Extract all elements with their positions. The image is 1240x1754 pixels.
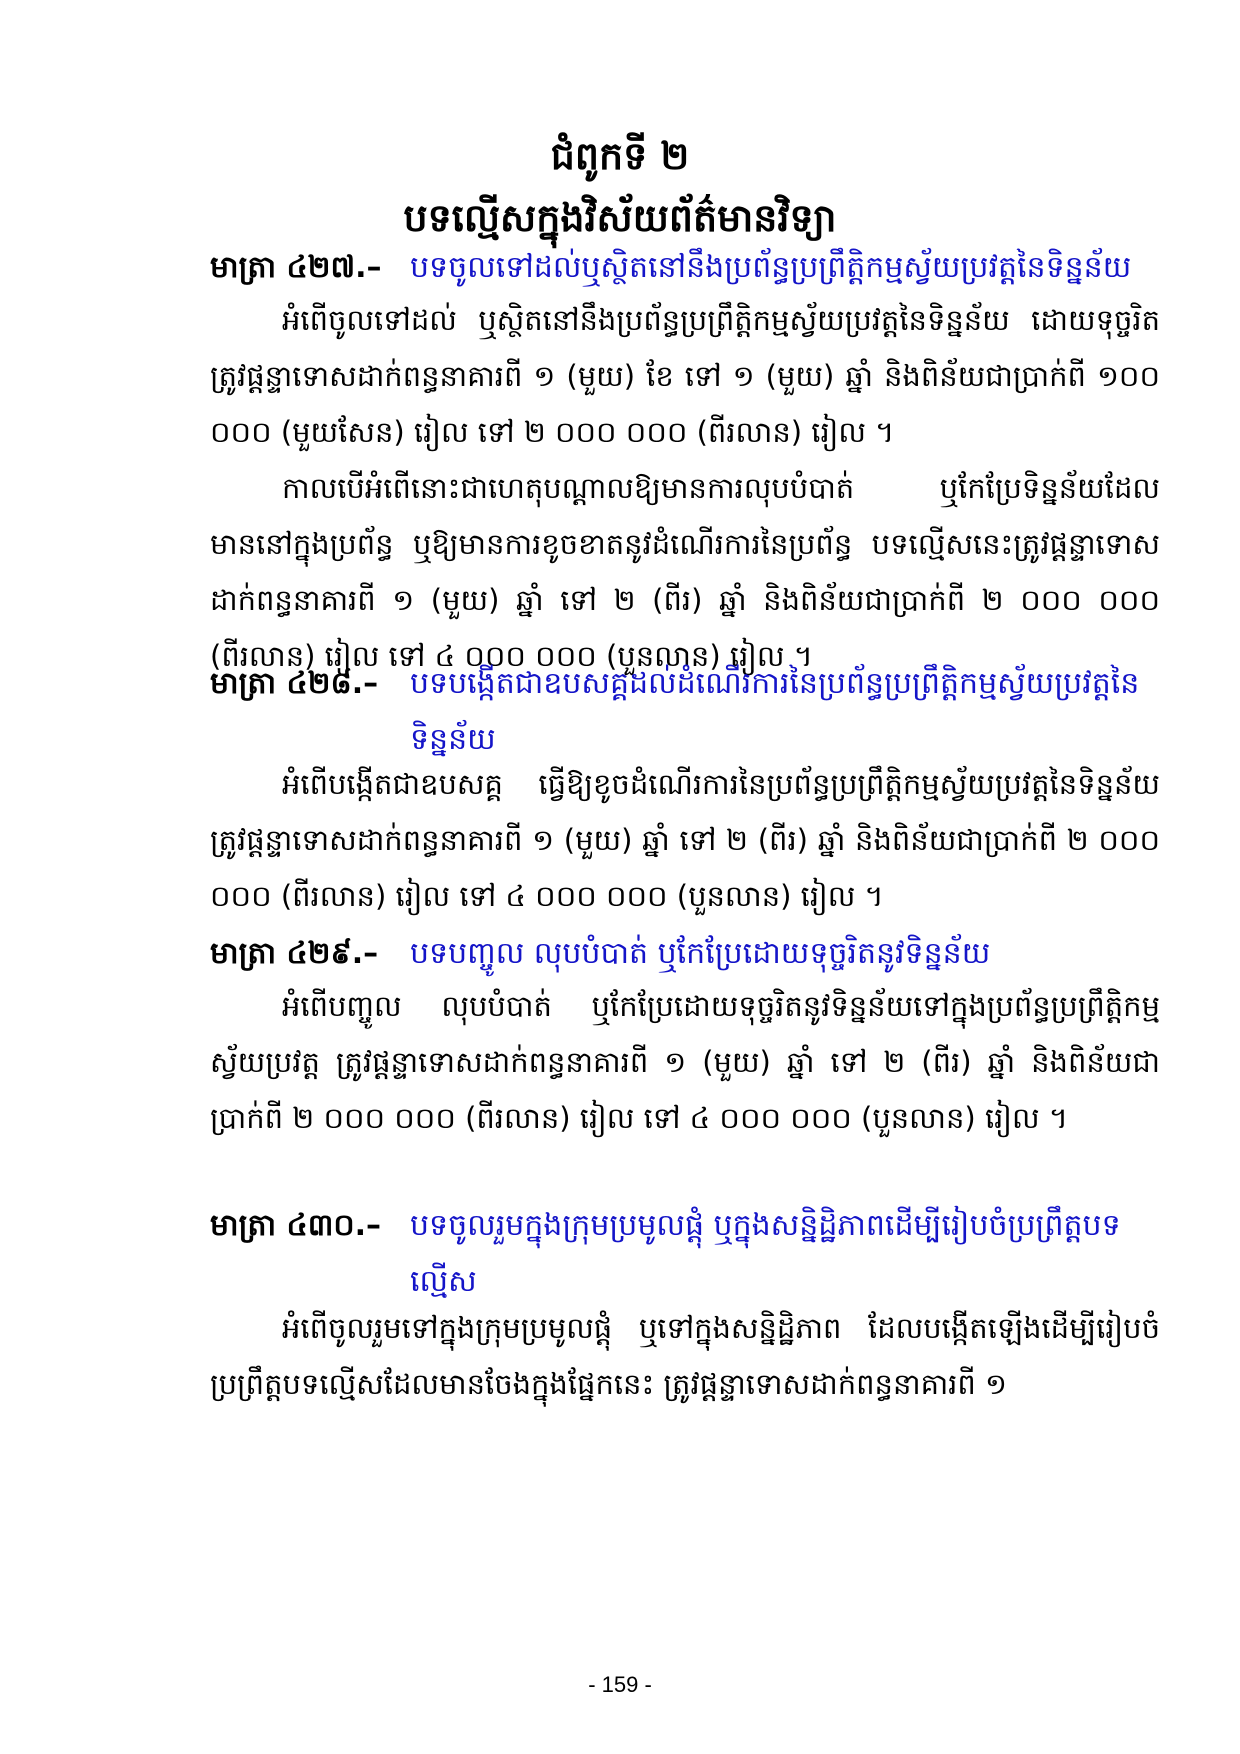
article-430-body xyxy=(210,1300,1160,1412)
paragraph: អំពើចូលទៅដល់ ឬស្ថិតនៅនឹងប្រព័ន្ធប្រព្រឹត្តិកម្មស្វ័យប្រវត្តនៃទិន្នន័យ ដោយទុច្ចរិត ត្រូវផ្តន្ទាទោសដាក់ពន្ធនាគារពី ១ (មួយ) ខែ ទៅ ១ (មួយ) ឆ្នាំ និងពិន័យជាប្រាក់ពី ១០០ ០០០ (មួយសែន) រៀល ទៅ ២ ០០០ ០០០ (ពីរលាន) រៀល ។ xyxy=(210,303,1160,449)
paragraph: កាលបើអំពើនោះជាហេតុបណ្តាលឱ្យមានការលុបបំបាត់ ឬកែប្រែទិន្នន័យដែលមាននៅក្នុងប្រព័ន្ធ ឬឱ្យមានការខូចខាតនូវដំណើរការនៃប្រព័ន្ធ បទល្មើសនេះត្រូវផ្តន្ទាទោសដាក់ពន្ធនាគារពី ១ (មួយ) ឆ្នាំ ទៅ ២ (ពីរ) ឆ្នាំ និងពិន័យជាប្រាក់ពី ២ ០០០ ០០០ (ពីរលាន) រៀល ទៅ ៤ ០០០ ០០០ (បួនលាន) រៀល ។ xyxy=(210,471,1160,673)
article-430-heading xyxy=(210,1198,1160,1310)
article-title: បទបញ្ចូល លុបបំបាត់ ឬកែប្រែដោយទុច្ចរិតនូវទិន្នន័យ xyxy=(410,936,991,971)
article-number: មាត្រា ៤២៧.– xyxy=(210,250,382,285)
article-title: បទចូលទៅដល់ឬស្ថិតនៅនឹងប្រព័ន្ធប្រព្រឹត្តិកម្មស្វ័យប្រវត្តនៃទិន្នន័យ xyxy=(410,250,1132,285)
paragraph: អំពើចូលរួមទៅក្នុងក្រុមប្រមូលផ្តុំ ឬទៅក្នុងសន្និដ្ឋិភាព ដែលបង្កើតឡើងដើម្បីរៀបចំប្រព្រឹត្តបទល្មើសដែលមានចែងក្នុងផ្នែកនេះ ត្រូវផ្តន្ទាទោសដាក់ពន្ធនាគារពី ១ xyxy=(210,1311,1160,1401)
chapter-label: ជំពូកទី ២ xyxy=(550,134,690,178)
article-428-heading xyxy=(210,656,1160,768)
paragraph: អំពើបញ្ចូល លុបបំបាត់ ឬកែប្រែដោយទុច្ចរិតនូវទិន្នន័យទៅក្នុងប្រព័ន្ធប្រព្រឹត្តិកម្មស្វ័យប្រវត្ត ត្រូវផ្តន្ទាទោសដាក់ពន្ធនាគារពី ១ (មួយ) ឆ្នាំ ទៅ ២ (ពីរ) ឆ្នាំ និងពិន័យជាប្រាក់ពី ២ ០០០ ០០០ (ពីរលាន) រៀល ទៅ ៤ ០០០ ០០០ (បួនលាន) រៀល ។ xyxy=(210,989,1160,1135)
article-title: បទបង្កើតជាឧបសគ្គដល់ដំណើរការនៃប្រព័ន្ធប្រព្រឹត្តិកម្មស្វ័យប្រវត្តនៃទិន្នន័យ xyxy=(410,666,1140,757)
article-429-body xyxy=(210,978,1160,1146)
article-number: មាត្រា ៤២៩.– xyxy=(210,936,379,971)
page-number: - 159 - xyxy=(588,1672,652,1697)
article-427-heading xyxy=(210,240,1160,296)
chapter-title: បទល្មើសក្នុងវិស័យព័ត៌មានវិទ្យា xyxy=(403,196,837,240)
article-number: មាត្រា ៤៣០.– xyxy=(210,1208,382,1243)
article-title: បទចូលរួមក្នុងក្រុមប្រមូលផ្តុំ ឬក្នុងសន្និដ្ឋិភាពដើម្បីរៀបចំប្រព្រឹត្តបទល្មើស xyxy=(410,1208,1121,1299)
article-number: មាត្រា ៤២៨.– xyxy=(210,666,379,701)
article-429-heading xyxy=(210,926,1160,982)
article-428-body xyxy=(210,756,1160,924)
paragraph: អំពើបង្កើតជាឧបសគ្គ ធ្វើឱ្យខូចដំណើរការនៃប្រព័ន្ធប្រព្រឹត្តិកម្មស្វ័យប្រវត្តនៃទិន្នន័យ ត្រូវផ្តន្ទាទោសដាក់ពន្ធនាគារពី ១ (មួយ) ឆ្នាំ ទៅ ២ (ពីរ) ឆ្នាំ និងពិន័យជាប្រាក់ពី ២ ០០០ ០០០ (ពីរលាន) រៀល ទៅ ៤ ០០០ ០០០ (បួនលាន) រៀល ។ xyxy=(210,767,1160,913)
article-427-body xyxy=(210,292,1160,684)
